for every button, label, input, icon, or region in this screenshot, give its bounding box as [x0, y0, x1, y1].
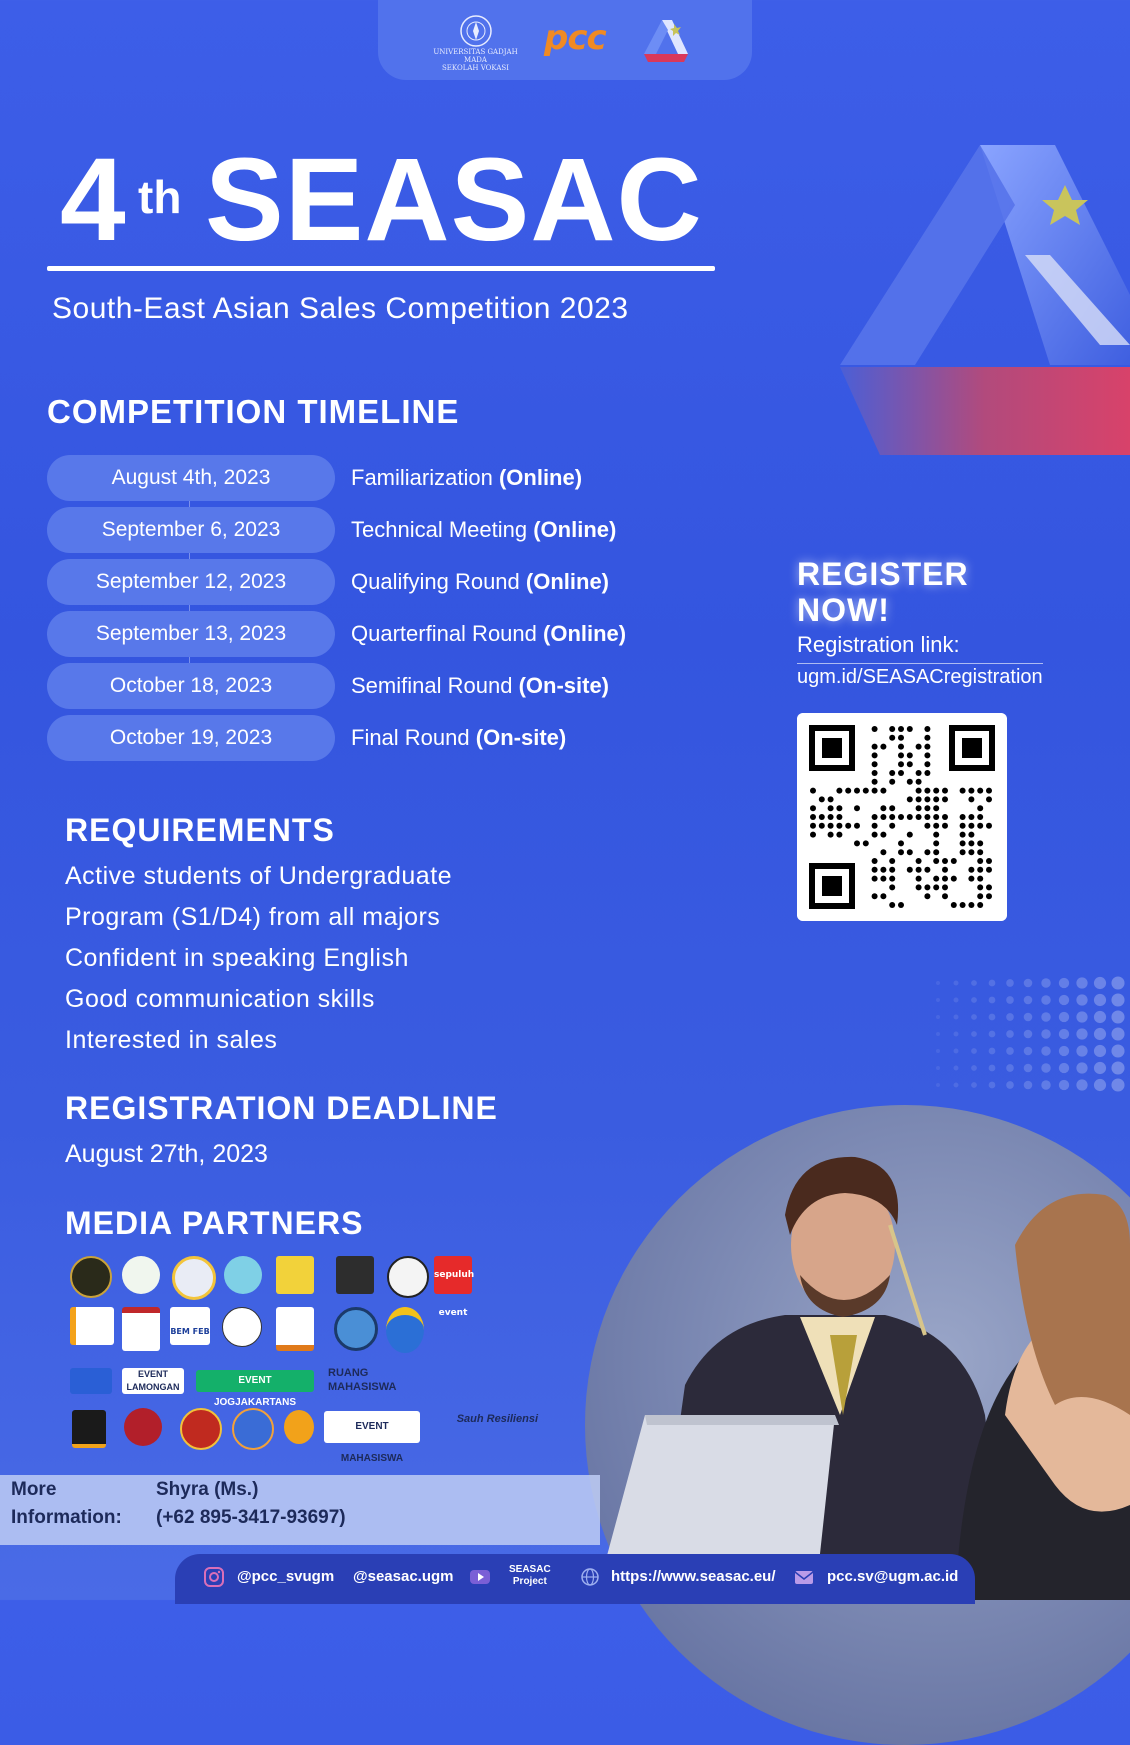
registration-link[interactable]: ugm.id/SEASACregistration [797, 663, 1043, 689]
timeline-event-name: Final Round [351, 725, 470, 750]
timeline-event-mode: (On-site) [475, 725, 567, 750]
globe-icon [579, 1566, 601, 1588]
timeline-date: October 19, 2023 [47, 715, 335, 761]
timeline-event-mode: (Online) [525, 569, 610, 594]
email-icon [793, 1566, 815, 1588]
timeline-event [351, 455, 582, 501]
media-partner-logo [334, 1307, 378, 1351]
header-logo-tab [378, 0, 752, 80]
email-link[interactable]: pcc.sv@ugm.ac.id [827, 1568, 959, 1585]
media-partner-logo [387, 1256, 429, 1298]
timeline-date: September 13, 2023 [47, 611, 335, 657]
event-subtitle: South-East Asian Sales Competition 2023 [52, 292, 629, 325]
decorative-triangle-shape [840, 145, 1130, 465]
timeline-row [47, 559, 707, 605]
requirement-item: Confident in speaking English [65, 944, 409, 972]
media-partner-logo [336, 1256, 374, 1294]
timeline-event [351, 559, 609, 605]
media-partner-logo: BEM FEB [170, 1307, 210, 1345]
timeline-event-name: Technical Meeting [351, 517, 528, 542]
timeline-date: September 12, 2023 [47, 559, 335, 605]
timeline-event-mode: (Online) [498, 465, 583, 490]
timeline-date: September 6, 2023 [47, 507, 335, 553]
more-info-label-line2: Information: [11, 1507, 122, 1528]
title-divider [47, 266, 715, 271]
timeline-event [351, 663, 609, 709]
timeline-event-mode: (On-site) [518, 673, 610, 698]
seasac-triangle-logo [640, 16, 692, 64]
instagram-handle-pcc[interactable]: @pcc_svugm [237, 1568, 335, 1585]
ugm-seal-icon [459, 14, 493, 48]
contact-info [156, 1476, 346, 1532]
media-partner-logo: sepuluh event [434, 1256, 472, 1294]
timeline-event-mode: (Online) [533, 517, 617, 542]
media-partner-logo [386, 1307, 424, 1353]
timeline-row [47, 663, 707, 709]
more-info-label [11, 1476, 151, 1532]
media-partner-logo: EVENT MAHASISWA [324, 1411, 420, 1443]
contact-phone[interactable]: (+62 895-3417-93697) [156, 1507, 346, 1528]
media-partner-logo [222, 1307, 262, 1347]
timeline-event-name: Quarterfinal Round [351, 621, 537, 646]
timeline-event [351, 715, 566, 761]
timeline-event-name: Familiarization [351, 465, 493, 490]
register-heading: REGISTER NOW! [797, 556, 969, 628]
timeline-event [351, 507, 616, 553]
media-partner-logo: EVENT JOGJAKARTANS [196, 1370, 314, 1392]
business-people-photo [585, 1085, 1130, 1600]
ugm-logo [423, 14, 528, 72]
media-partner-logo [180, 1408, 222, 1450]
pcc-logo: pcc [544, 18, 606, 58]
timeline-event-mode: (Online) [543, 621, 627, 646]
media-partner-logo [72, 1410, 106, 1448]
youtube-channel-line1: SEASAC [509, 1564, 551, 1575]
instagram-icon [203, 1566, 225, 1588]
media-partner-logo: Sauh Resiliensi [456, 1413, 538, 1425]
timeline-event-name: Semifinal Round [351, 673, 513, 698]
media-partner-logo [232, 1408, 274, 1450]
ugm-school: SEKOLAH VOKASI [442, 64, 509, 72]
youtube-icon [469, 1566, 491, 1588]
timeline-event-name: Qualifying Round [351, 569, 520, 594]
instagram-handle-seasac[interactable]: @seasac.ugm [353, 1568, 454, 1585]
media-partner-logo [70, 1256, 112, 1298]
media-partner-logo [172, 1256, 216, 1300]
media-partner-logo [122, 1256, 160, 1294]
registration-link-label: Registration link: [797, 632, 960, 657]
requirement-item: Program (S1/D4) from all majors [65, 903, 441, 931]
timeline-row [47, 715, 707, 761]
media-partners-heading: MEDIA PARTNERS [65, 1205, 364, 1241]
timeline-heading: COMPETITION TIMELINE [47, 393, 460, 430]
decorative-dot-grid [930, 975, 1130, 1095]
timeline-row [47, 507, 707, 553]
registration-qr-code[interactable] [797, 713, 1007, 921]
ugm-name: UNIVERSITAS GADJAH MADA [433, 48, 518, 64]
timeline-row [47, 611, 707, 657]
media-partner-logo [70, 1368, 112, 1394]
youtube-channel[interactable] [509, 1564, 551, 1588]
youtube-channel-line2: Project [512, 1576, 547, 1587]
media-partner-logo [276, 1256, 314, 1294]
media-partner-logo [70, 1307, 114, 1345]
deadline-date: August 27th, 2023 [65, 1140, 268, 1168]
media-partner-logo [122, 1307, 160, 1351]
requirement-item: Good communication skills [65, 985, 375, 1013]
media-partner-logo [284, 1410, 314, 1444]
requirement-item: Interested in sales [65, 1026, 278, 1054]
deadline-heading: REGISTRATION DEADLINE [65, 1090, 498, 1126]
contact-name: Shyra (Ms.) [156, 1479, 259, 1500]
media-partner-logo [124, 1408, 162, 1446]
media-partner-logo [224, 1256, 262, 1294]
timeline-date: August 4th, 2023 [47, 455, 335, 501]
media-partner-logo: RUANG MAHASISWA [328, 1367, 397, 1393]
timeline-date: October 18, 2023 [47, 663, 335, 709]
edition-number: 4 [60, 134, 126, 266]
more-info-label-line1: More [11, 1479, 57, 1500]
edition-suffix: th [138, 171, 182, 223]
timeline-event [351, 611, 626, 657]
event-title: SEASAC [205, 134, 703, 266]
requirements-heading: REQUIREMENTS [65, 812, 335, 848]
requirement-item: Active students of Undergraduate [65, 862, 453, 890]
website-link[interactable]: https://www.seasac.eu/ [611, 1568, 776, 1585]
media-partner-logo [276, 1307, 314, 1351]
footer-bar [175, 1554, 975, 1604]
timeline-row [47, 455, 707, 501]
media-partner-logo: EVENT LAMONGAN [122, 1368, 184, 1394]
